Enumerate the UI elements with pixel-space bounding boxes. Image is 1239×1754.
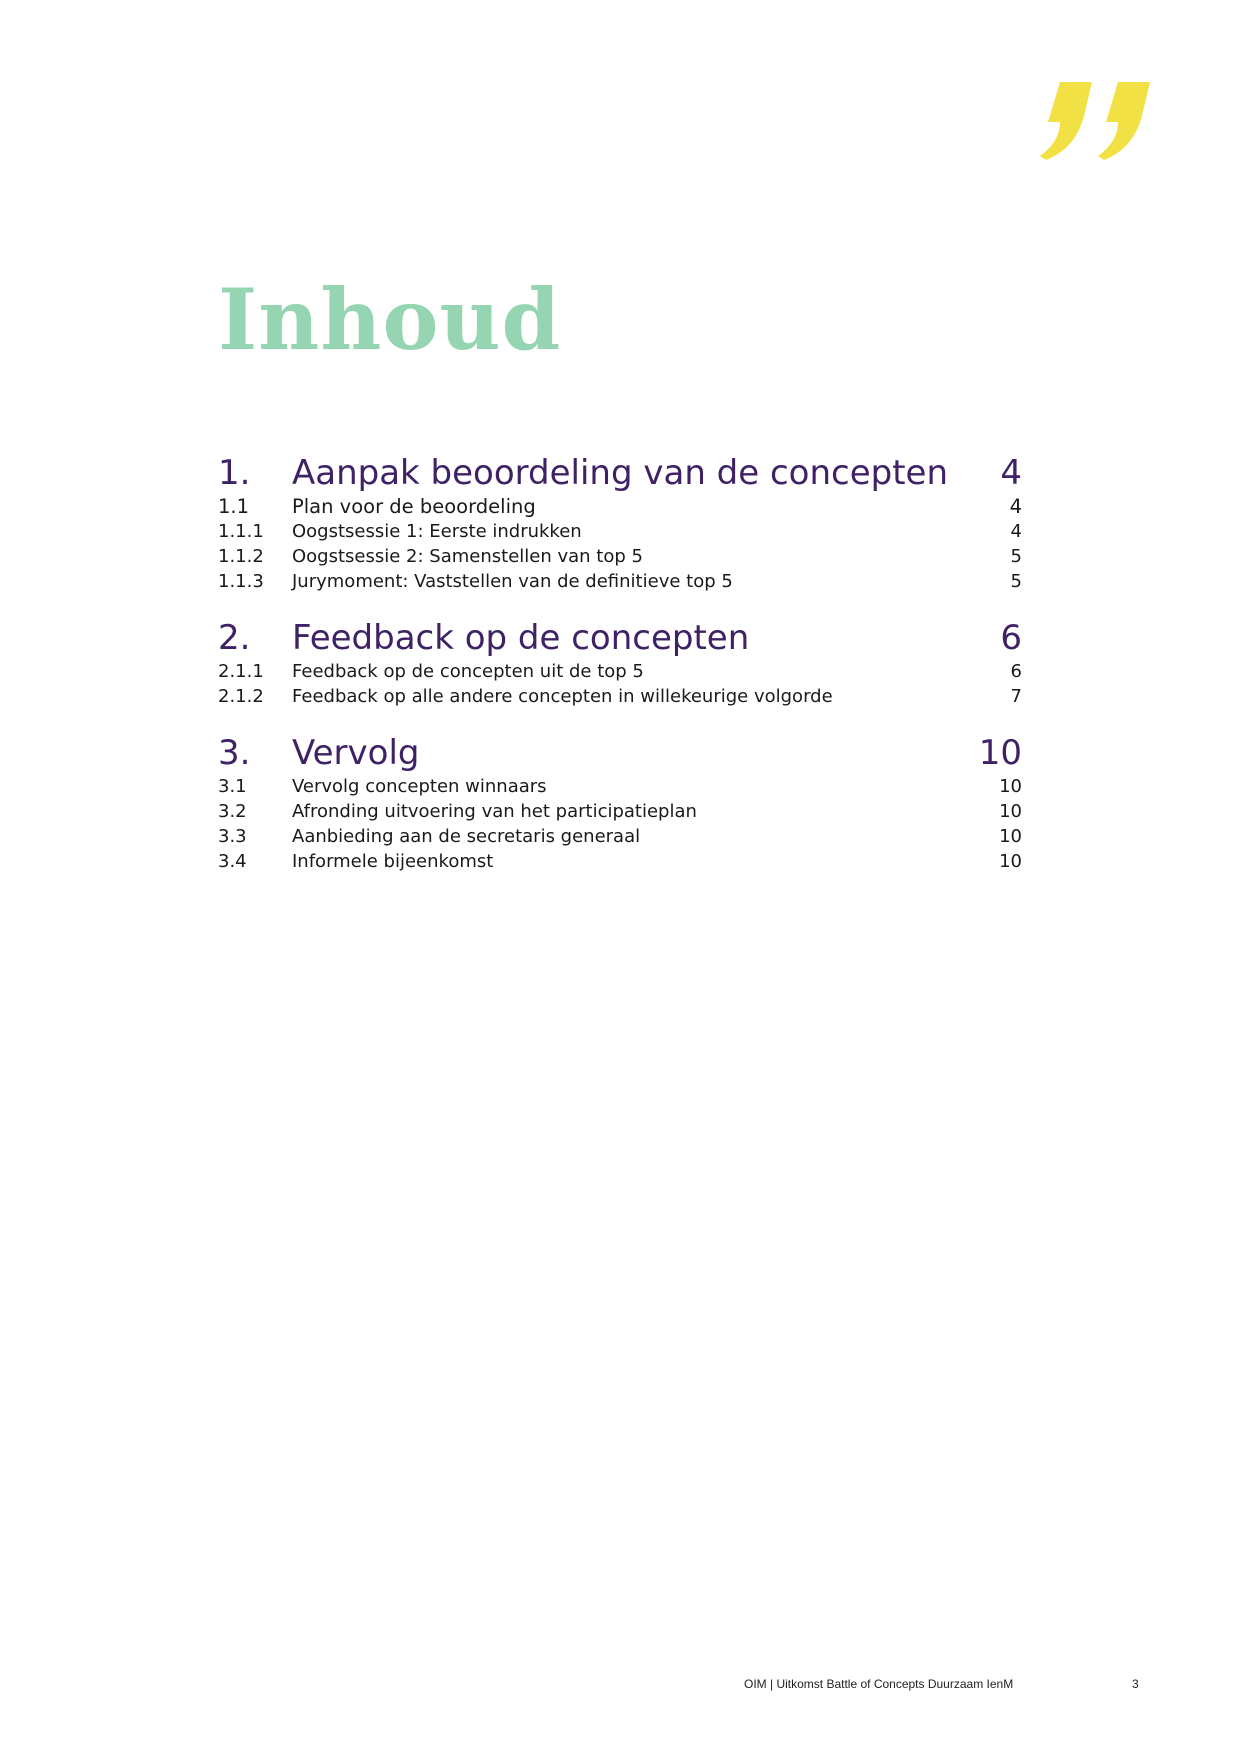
closing-quote-icon xyxy=(1040,82,1152,160)
toc-page: 10 xyxy=(999,851,1022,872)
toc-entry[interactable] xyxy=(218,799,1022,824)
toc-page: 10 xyxy=(999,776,1022,797)
toc-entry[interactable] xyxy=(218,824,1022,849)
toc-title: Jurymoment: Vaststellen van de definitieve top 5 xyxy=(292,571,733,592)
toc-entry[interactable] xyxy=(218,494,1022,519)
toc-chapter[interactable] xyxy=(218,732,1022,774)
page-title: Inhoud xyxy=(218,270,562,369)
toc-page: 6 xyxy=(1000,618,1022,658)
toc-section-3 xyxy=(218,732,1022,874)
toc-number: 1.1.2 xyxy=(218,546,264,567)
footer-text: OIM | Uitkomst Battle of Concepts Duurzaam IenM xyxy=(744,1677,1014,1691)
toc-number: 1. xyxy=(218,453,251,493)
toc-entry[interactable] xyxy=(218,849,1022,874)
toc-entry[interactable] xyxy=(218,774,1022,799)
toc-title: Feedback op de concepten uit de top 5 xyxy=(292,661,644,682)
toc-chapter[interactable] xyxy=(218,452,1022,494)
toc-page: 4 xyxy=(1010,521,1022,542)
toc-number: 1.1.3 xyxy=(218,571,264,592)
toc-page: 5 xyxy=(1010,571,1022,592)
toc-section-1 xyxy=(218,452,1022,594)
table-of-contents xyxy=(218,452,1022,874)
toc-entry[interactable] xyxy=(218,519,1022,544)
toc-page: 5 xyxy=(1010,546,1022,567)
toc-number: 3.1 xyxy=(218,776,247,797)
toc-chapter[interactable] xyxy=(218,617,1022,659)
toc-entry[interactable] xyxy=(218,569,1022,594)
toc-number: 1.1 xyxy=(218,495,250,518)
toc-number: 2.1.1 xyxy=(218,661,264,682)
footer-page-number: 3 xyxy=(1132,1677,1139,1691)
toc-title: Oogstsessie 1: Eerste indrukken xyxy=(292,521,582,542)
toc-entry[interactable] xyxy=(218,544,1022,569)
toc-section-2 xyxy=(218,617,1022,709)
toc-title: Plan voor de beoordeling xyxy=(292,495,536,518)
toc-page: 10 xyxy=(978,733,1022,773)
toc-title: Vervolg xyxy=(292,733,420,773)
toc-entry[interactable] xyxy=(218,684,1022,709)
toc-title: Aanbieding aan de secretaris generaal xyxy=(292,826,641,847)
toc-number: 3.2 xyxy=(218,801,247,822)
toc-page: 7 xyxy=(1010,686,1022,707)
toc-number: 3.4 xyxy=(218,851,247,872)
toc-number: 3.3 xyxy=(218,826,247,847)
toc-page: 4 xyxy=(1009,495,1022,518)
toc-title: Oogstsessie 2: Samenstellen van top 5 xyxy=(292,546,643,567)
toc-number: 2.1.2 xyxy=(218,686,264,707)
page-footer xyxy=(744,1677,1144,1691)
toc-title: Informele bijeenkomst xyxy=(292,851,494,872)
toc-number: 2. xyxy=(218,618,251,658)
toc-number: 1.1.1 xyxy=(218,521,264,542)
toc-number: 3. xyxy=(218,733,251,773)
toc-title: Afronding uitvoering van het participatieplan xyxy=(292,801,697,822)
toc-entry[interactable] xyxy=(218,659,1022,684)
toc-title: Aanpak beoordeling van de concepten xyxy=(292,453,949,493)
toc-page: 6 xyxy=(1010,661,1022,682)
toc-page: 10 xyxy=(999,826,1022,847)
toc-title: Feedback op de concepten xyxy=(292,618,750,658)
toc-title: Vervolg concepten winnaars xyxy=(292,776,547,797)
toc-title: Feedback op alle andere concepten in willekeurige volgorde xyxy=(292,686,833,707)
toc-page: 10 xyxy=(999,801,1022,822)
toc-page: 4 xyxy=(1000,453,1022,493)
